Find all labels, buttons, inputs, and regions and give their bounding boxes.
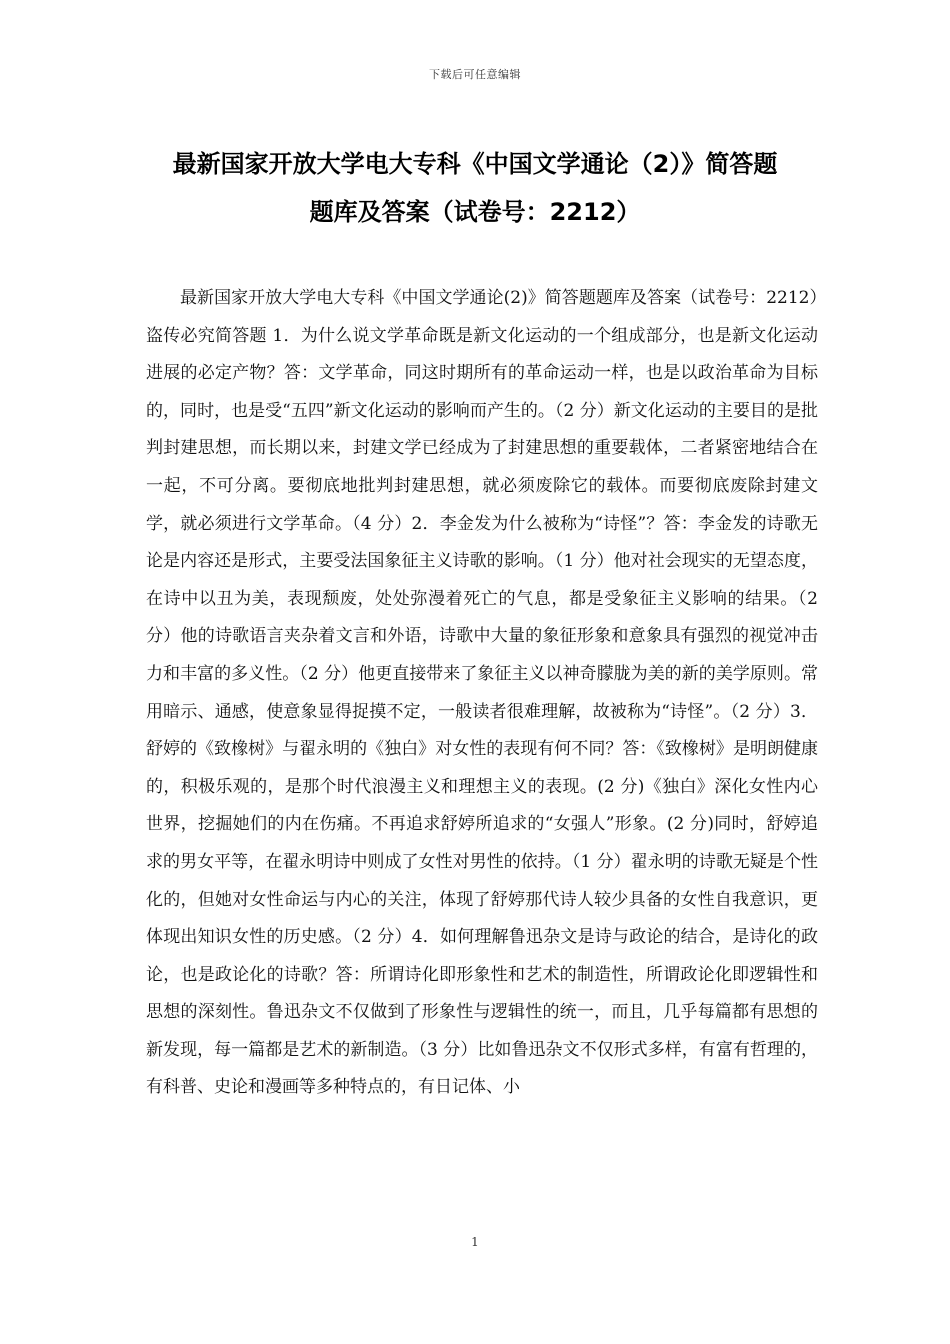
title-line-1: 最新国家开放大学电大专科《中国文学通论（2）》简答题 [172,150,778,178]
title-line-2: 题库及答案（试卷号：2212） [309,198,641,226]
body-paragraph: 最新国家开放大学电大专科《中国文学通论(2)》简答题题库及答案（试卷号：2212）盗传必究简答题 1．为什么说文学革命既是新文化运动的一个组成部分，也是新文化运动进展的必定产物？答：文学革命，同这时期所有的革命运动一样，也是以政治革命为目标的，同时，也是受“五四”新文化运动的影响而产生的。（2 分）新文化运动的主要目的是批判封建思想，而长期以来，封建文学已经成为了封建思想的重要载体，二者紧密地结合在一起，不可分离。要彻底地批判封建思想，就必须废除它的载体。而要彻底废除封建文学，就必须进行文学革命。（4 分）2．李金发为什么被称为“诗怪”？答：李金发的诗歌无论是内容还是形式，主要受法国象征主义诗歌的影响。（1 分）他对社会现实的无望态度，在诗中以丑为美，表现颓废，处处弥漫着死亡的气息，都是受象征主义影响的结果。（2 分）他的诗歌语言夹杂着文言和外语，诗歌中大量的象征形象和意象具有强烈的视觉冲击力和丰富的多义性。（2 分）他更直接带来了象征主义以神奇朦胧为美的新的美学原则。常用暗示、通感，使意象显得捉摸不定，一般读者很难理解，故被称为“诗怪”。（2 分）3．舒婷的《致橡树》与翟永明的《独白》对女性的表现有何不同？答：《致橡树》是明朗健康的，积极乐观的，是那个时代浪漫主义和理想主义的表现。(2 分)《独白》深化女性内心世界，挖掘她们的内在伤痛。不再追求舒婷所追求的“女强人”形象。(2 分)同时，舒婷追求的男女平等，在翟永明诗中则成了女性对男性的依持。（1 分）翟永明的诗歌无疑是个性化的，但她对女性命运与内心的关注，体现了舒婷那代诗人较少具备的女性自我意识，更体现出知识女性的历史感。（2 分）4．如何理解鲁迅杂文是诗与政论的结合，是诗化的政论，也是政论化的诗歌？答：所谓诗化即形象性和艺术的制造性，所谓政论化即逻辑性和思想的深刻性。鲁迅杂文不仅做到了形象性与逻辑性的统一，而且，几乎每篇都有思想的新发现，每一篇都是艺术的新制造。（3 分）比如鲁迅杂文不仅形式多样，有富有哲理的，有科普、史论和漫画等多种特点的，有日记体、小 [146,288,818,1098]
body-text [146,280,818,1107]
page-number: 1 [471,1235,479,1249]
document-title [120,140,830,236]
header-note: 下载后可任意编辑 [429,68,521,81]
